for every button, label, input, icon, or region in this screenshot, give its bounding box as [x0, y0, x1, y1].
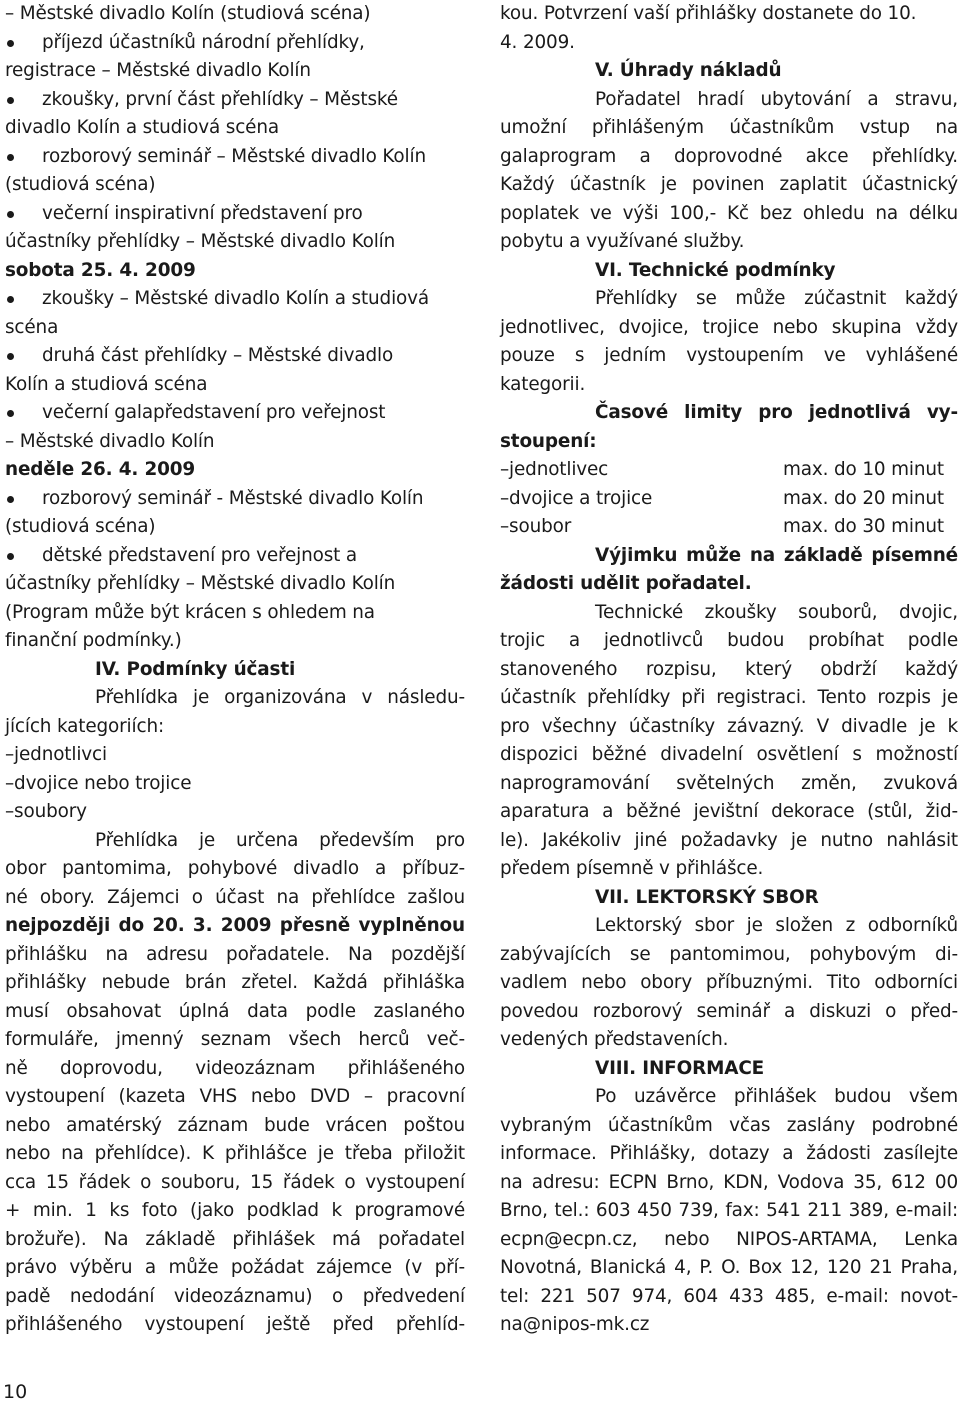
text-line: aparatura a běžné jevištní dekorace (stůl, žid- — [500, 801, 958, 822]
text-line: účastníky přehlídky – Městské divadlo Kolín — [5, 573, 396, 594]
text-line: le). Jakékoliv jiné požadavky je nutno nahlásit — [500, 829, 958, 851]
text-line: divadlo Kolín a studiová scéna — [5, 117, 279, 138]
time-limit-value: max. do 10 minut — [783, 459, 944, 480]
text-line: pro všechny účastníky závazný. V divadle je k — [500, 715, 958, 737]
bullet-item-line: rozborový seminář - Městské divadlo Kolín — [5, 485, 465, 514]
text-line: přihlášku na adresu pořadatele. Na pozdější — [5, 943, 465, 965]
text-line: povedou rozborový seminář a diskuzi o před- — [500, 1000, 958, 1022]
text-line: na adresu: ECPN Brno, KDN, Vodova 35, 612 00 — [500, 1171, 958, 1193]
text-line: na@nipos-mk.cz — [500, 1314, 650, 1335]
bullet-item-line: rozborový seminář – Městské divadlo Kolín — [5, 143, 465, 172]
text-line: né obory. Zájemci o účast na přehlídce zašlou — [5, 886, 465, 908]
bullet-item-line: druhá část přehlídky – Městské divadlo — [5, 342, 465, 371]
text-line: Lektorský sbor je složen z odborníků — [595, 915, 958, 936]
text-line: jednotlivec, dvojice, trojice nebo skupina vždy — [500, 316, 958, 338]
text-line: informace. Přihlášky, dotazy a žádosti zasílejte — [500, 1143, 958, 1164]
text-line: přihlášeného vystoupení ještě před přehlíd- — [5, 1314, 465, 1335]
text-line: zabývajících se pantomimou, pohybovým di- — [500, 943, 958, 965]
text-line: – soubory — [5, 798, 465, 827]
text-line: galaprogram a doprovodné akce přehlídky. — [500, 145, 958, 167]
text-line: – Městské divadlo Kolín (studiová scéna) — [5, 3, 371, 24]
bullet-item-line: zkoušky – Městské divadlo Kolín a studiová — [5, 285, 465, 314]
category-label: – soubor — [500, 513, 783, 542]
time-limit-row — [500, 485, 958, 514]
text-line: – jednotlivci — [5, 741, 465, 770]
text-line: Technické zkoušky souborů, dvojic, — [595, 601, 958, 623]
text-line: obor pantomima, pohybové divadlo a příbuz- — [5, 858, 465, 879]
page-number: 10 — [3, 1381, 28, 1403]
text-line: poplatek ve výši 100,- Kč bez ohledu na délku — [500, 202, 958, 224]
text-line: umožní přihlášeným účastníkům vstup na — [500, 117, 958, 138]
text-line: scéna — [5, 316, 59, 338]
text-line: dispozici běžné divadelní osvětlení s možností — [500, 744, 958, 765]
text-line: jících kategoriích: — [5, 715, 164, 737]
text-line: Kolín a studiová scéna — [5, 373, 208, 395]
text-line: musí obsahovat úplná data podle zaslaného — [5, 1000, 465, 1022]
category-label: – dvojice a trojice — [500, 485, 783, 514]
text-line: (Program může být krácen s ohledem na — [5, 601, 375, 623]
text-line: stanoveného rozpisu, který obdrží každý — [500, 658, 958, 680]
left-column — [5, 0, 465, 1340]
text-line: Výjimku může na základě písemné — [595, 544, 958, 566]
bullet-item-line: příjezd účastníků národní přehlídky, — [5, 29, 465, 58]
text-line: Brno, tel.: 603 450 739, fax: 541 211 389, e-mail: — [500, 1200, 958, 1221]
bullet-item-line: dětské představení pro veřejnost a — [5, 542, 465, 571]
text-line: finanční podmínky.) — [5, 630, 182, 651]
text-line: formuláře, jmenný seznam všech herců več- — [5, 1029, 465, 1050]
bullet-item-line: zkoušky, první část přehlídky – Městské — [5, 86, 465, 115]
text-line: Přehlídka je určena především pro — [95, 829, 465, 851]
text-line: kategorii. — [500, 373, 586, 395]
text-line: nebo amatérský záznam bude vrácen poštou — [5, 1114, 465, 1136]
text-line: právo výběru a může požádat zájemce (v pří- — [5, 1257, 465, 1278]
text-line: Novotná, Blanická 4, P. O. Box 12, 120 21 Praha, — [500, 1257, 958, 1278]
bullet-item-line: večerní inspirativní představení pro — [5, 200, 465, 229]
text-line: pobytu a využívané služby. — [500, 231, 745, 252]
text-line: účastník přehlídky při registraci. Tento rozpis je — [500, 687, 958, 708]
text-line: V. Úhrady nákladů — [595, 60, 782, 81]
text-line: přihlášky nebude brán zřetel. Každá přihláška — [5, 972, 465, 993]
text-line: ecpn@ecpn.cz, nebo NIPOS-ARTAMA, Lenka — [500, 1228, 958, 1250]
time-limit-value: max. do 30 minut — [783, 516, 944, 537]
text-line: Přehlídka je organizována v následu- — [95, 687, 465, 708]
text-line: Časové limity pro jednotlivá vy- — [595, 402, 958, 423]
text-line: trojic a jednotlivců budou probíhat podle — [500, 630, 958, 651]
text-line: Přehlídky se může zúčastnit každý — [595, 288, 958, 309]
time-limit-row — [500, 513, 958, 542]
text-line: registrace – Městské divadlo Kolín — [5, 60, 311, 81]
text-line: Po uzávěrce přihlášek budou všem — [595, 1086, 958, 1107]
right-top-text — [500, 0, 958, 456]
text-line: vybraným účastníkům včas zaslány podrobné — [500, 1114, 958, 1136]
time-limit-value: max. do 20 minut — [783, 487, 944, 509]
text-line: – dvojice nebo trojice — [5, 770, 465, 799]
text-line: neděle 26. 4. 2009 — [5, 459, 196, 480]
text-line: 4. 2009. — [500, 31, 575, 53]
bullet-item-line: večerní galapředstavení pro veřejnost — [5, 399, 465, 428]
text-line: nejpozději do 20. 3. 2009 přesně vyplněnou — [5, 915, 465, 936]
text-line: Pořadatel hradí ubytování a stravu, — [595, 88, 958, 110]
text-line: stoupení: — [500, 430, 597, 452]
text-line: cca 15 řádek o souboru, 15 řádek o vystoupení — [5, 1171, 465, 1193]
text-line: kou. Potvrzení vaší přihlášky dostanete do 10. — [500, 3, 917, 24]
right-bottom-text — [500, 542, 958, 1340]
text-line: vystoupení (kazeta VHS nebo DVD – pracovní — [5, 1086, 465, 1107]
text-line: (studiová scéna) — [5, 174, 156, 195]
text-line: předem písemně v přihlášce. — [500, 858, 764, 879]
text-line: pouze s jedním vystoupením ve vyhlášené — [500, 345, 958, 366]
time-limits-table — [500, 456, 958, 542]
text-line: + min. 1 ks foto (jako podklad k programové — [5, 1200, 465, 1221]
text-line: nebo na přehlídce). K přihlášce je třeba přiložit — [5, 1143, 465, 1164]
text-line: vadlem nebo obory příbuznými. Tito odborníci — [500, 972, 958, 993]
text-line: VI. Technické podmínky — [595, 259, 836, 281]
text-line: VIII. INFORMACE — [595, 1057, 765, 1079]
category-label: – jednotlivec — [500, 456, 783, 485]
time-limit-row — [500, 456, 958, 485]
text-line: VII. LEKTORSKÝ SBOR — [595, 886, 819, 908]
right-column — [500, 0, 958, 1340]
text-line: vedených představeních. — [500, 1029, 729, 1050]
text-line: účastníky přehlídky – Městské divadlo Kolín — [5, 231, 396, 252]
text-line: Každý účastník je povinen zaplatit účastnický — [500, 174, 958, 195]
text-line: sobota 25. 4. 2009 — [5, 259, 196, 281]
text-line: IV. Podmínky účasti — [95, 658, 296, 680]
text-line: brožuře). Na základě přihlášek má pořadatel — [5, 1228, 465, 1250]
text-line: – Městské divadlo Kolín — [5, 430, 215, 452]
text-line: žádosti udělit pořadatel. — [500, 573, 752, 594]
text-line: (studiová scéna) — [5, 516, 156, 537]
text-line: tel: 221 507 974, 604 433 485, e-mail: novot- — [500, 1285, 958, 1307]
text-line: naprogramování světelných změn, zvuková — [500, 772, 958, 794]
text-line: padě nedodání videozáznamu) o předvedení — [5, 1285, 465, 1307]
text-line: ně doprovodu, videozáznam přihlášeného — [5, 1057, 465, 1079]
